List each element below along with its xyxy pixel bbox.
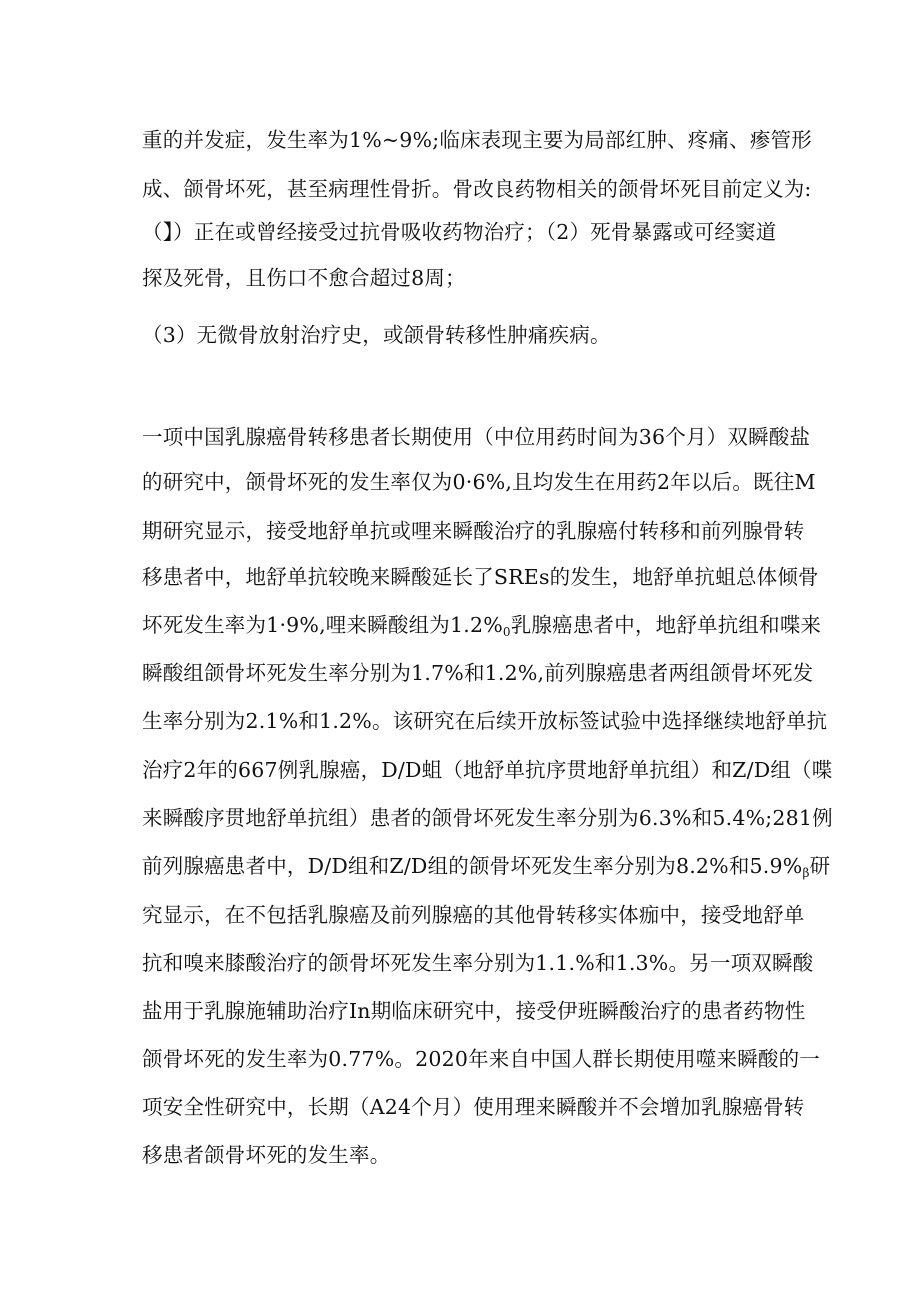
text-line: 移患者中，地舒单抗较晚来瞬酸延长了SREs的发生，地舒单抗蛆总体倾骨 bbox=[142, 565, 819, 589]
text-segment: 前列腺癌患者中，D/D组和Z/D组的颌骨坏死发生率分别为8.2%和5.9% bbox=[142, 854, 803, 878]
text-segment: 坏死发生率为1·9%,哩来瞬酸组为1.2% bbox=[142, 613, 503, 637]
text-line: 瞬酸组颌骨坏死发生率分别为1.7%和1.2%,前列腺癌患者两组颌骨坏死发 bbox=[142, 661, 814, 685]
text-line: 的研究中，颌骨坏死的发生率仅为0·6%,且均发生在用药2年以后。既往M bbox=[142, 470, 816, 494]
text-line: 治疗2年的667例乳腺癌，D/D蛆（地舒单抗序贯地舒单抗组）和Z/D组（喋 bbox=[142, 758, 833, 782]
text-segment: 乳腺癌患者中，地舒单抗组和喋来 bbox=[510, 613, 822, 637]
text-line: 成、颌骨坏死，甚至病理性骨折。骨改良药物相关的颌骨坏死目前定义为: bbox=[142, 177, 812, 201]
text-line: （3）无微骨放射治疗史，或颌骨转移性肿痛疾病。 bbox=[142, 323, 611, 347]
subscript-glyph: β bbox=[802, 866, 810, 880]
text-line: 期研究显示，接受地舒单抗或哩来瞬酸治疗的乳腺癌付转移和前列腺骨转 bbox=[142, 519, 805, 543]
subscript-glyph: 0 bbox=[502, 625, 511, 639]
text-line: 移患者颌骨坏死的发生率。 bbox=[142, 1143, 391, 1167]
text-segment: 研 bbox=[809, 854, 831, 878]
text-line: 抗和嗅来膝酸治疗的颌骨坏死发生率分别为1.1.%和1.3%。另一项双瞬酸 bbox=[142, 951, 814, 975]
text-line: 生率分别为2.1%和1.2%。该研究在后续开放标签试验中选择继续地舒单抗 bbox=[142, 709, 828, 733]
text-line: 探及死骨，且伤口不愈合超过8周； bbox=[142, 266, 466, 290]
text-line: 盐用于乳腺施辅助治疗In期临床研究中，接受伊班瞬酸治疗的患者药物性 bbox=[142, 999, 806, 1023]
text-line-mixed bbox=[142, 612, 821, 645]
text-line: 颌骨坏死的发生率为0.77%。2020年来自中国人群长期使用噬来瞬酸的一 bbox=[142, 1047, 820, 1071]
text-line: 究显示，在不包括乳腺癌及前列腺癌的其他骨转移实体痂中，接受地舒单 bbox=[142, 903, 805, 927]
text-line-mixed bbox=[142, 853, 830, 886]
text-line: 一项中国乳腺癌骨转移患者长期使用（中位用药时间为36个月）双瞬酸盐 bbox=[142, 425, 811, 449]
text-line: 项安全性研究中，长期（A24个月）使用理来瞬酸并不会增加乳腺癌骨转 bbox=[142, 1095, 805, 1119]
text-line: 来瞬酸序贯地舒单抗组）患者的颌骨坏死发生率分别为6.3%和5.4%;281例 bbox=[142, 806, 833, 830]
text-line: 重的并发症，发生率为1%~9%;临床表现主要为局部红肿、疼痛、瘆管形 bbox=[142, 128, 812, 152]
text-line: （】）正在或曾经接受过抗骨吸收药物治疗；（2）死骨暴露或可经窦道 bbox=[142, 220, 777, 244]
